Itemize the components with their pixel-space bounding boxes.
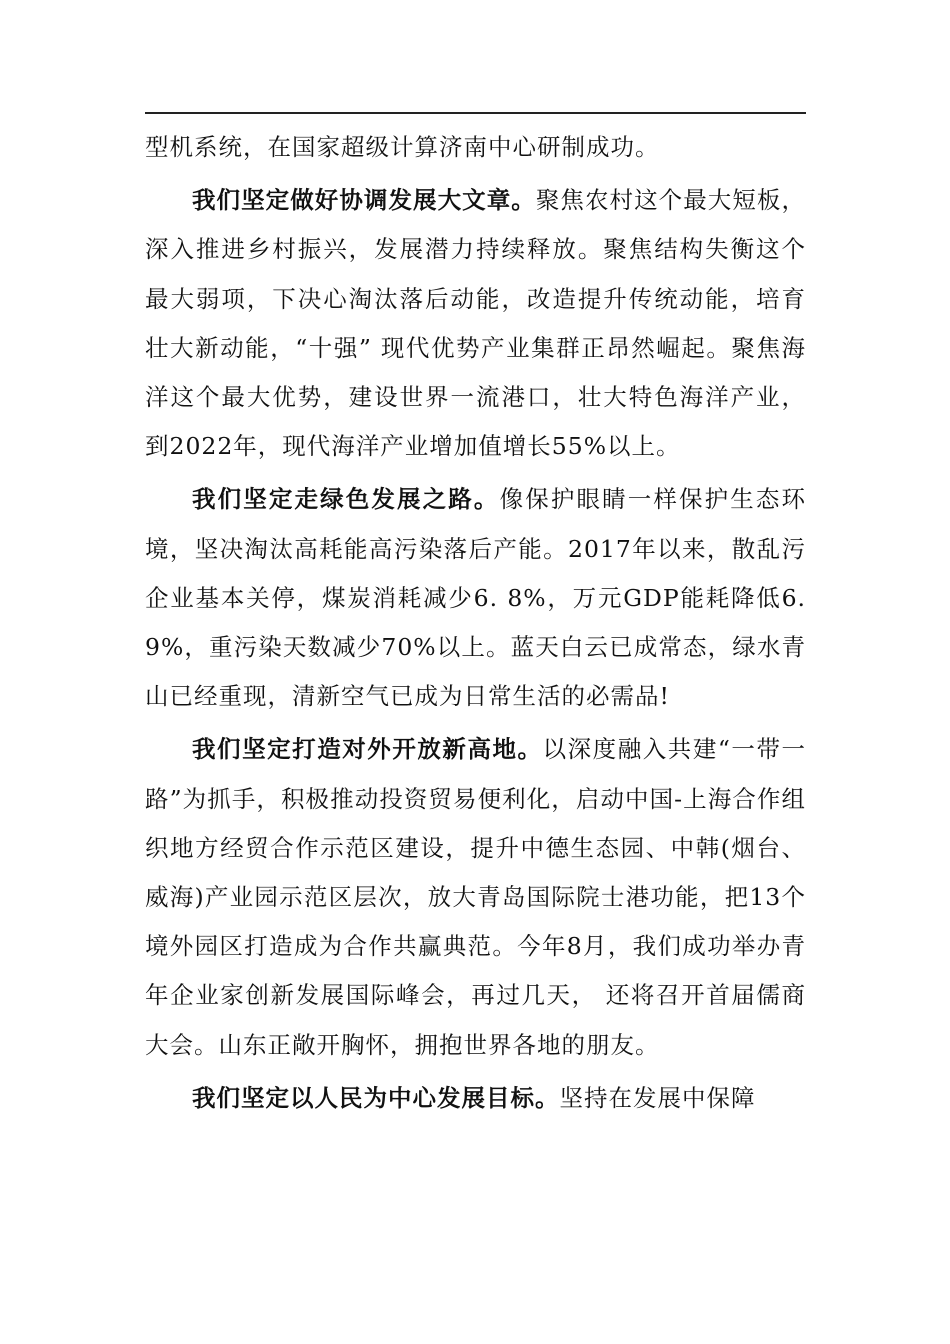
- paragraph-text: 型机系统，在国家超级计算济南中心研制成功。: [145, 133, 660, 161]
- paragraph-text: 以深度融入共建“一带一路”为抓手，积极推动投资贸易便利化，启动中国-上海合作组织地方经贸合作示范区建设，提升中德生态园、中韩(烟台、威海)产业园示范区层次，放大青岛国际院士港功能，把13个境外园区打造成为合作共赢典范。今年8月，我们成功举办青年企业家创新发展国际峰会，再过几天， 还将召开首届儒商大会。山东正敞开胸怀，拥抱世界各地的朋友。: [145, 735, 807, 1059]
- paragraph-lead: 我们坚定以人民为中心发展目标。: [192, 1083, 560, 1112]
- paragraph-text: 聚焦农村这个最大短板，深入推进乡村振兴，发展潜力持续释放。聚焦结构失衡这个最大弱项，下决心淘汰落后动能，改造提升传统动能，培育壮大新动能，“十强” 现代优势产业集群正昂然崛起。聚焦海洋这个最大优势，建设世界一流港口，壮大特色海洋产业，到2022年，现代海洋产业增加值增长55%以上。: [145, 186, 806, 461]
- paragraph-lead: 我们坚定做好协调发展大文章。: [192, 186, 536, 215]
- paragraph-coordinated-development: [145, 176, 806, 471]
- paragraph-lead: 我们坚定打造对外开放新高地。: [192, 735, 543, 764]
- paragraph-continuation: [145, 123, 806, 172]
- paragraph-text: 坚持在发展中保障: [559, 1083, 756, 1112]
- paragraph-green-development: [145, 475, 806, 721]
- paragraph-lead: 我们坚定走绿色发展之路。: [192, 485, 500, 514]
- paragraph-opening-up: [145, 725, 806, 1069]
- header-rule: [145, 112, 806, 114]
- body-text: [145, 123, 806, 1127]
- paragraph-people-centered: [145, 1074, 806, 1123]
- paragraph-text: 像保护眼睛一样保护生态环境，坚决淘汰高耗能高污染落后产能。2017年以来，散乱污企业基本关停，煤炭消耗减少6. 8%，万元GDP能耗降低6. 9%，重污染天数减少70%以上。蓝天白云已成常态，绿水青山已经重现，清新空气已成为日常生活的必需品!: [145, 485, 807, 711]
